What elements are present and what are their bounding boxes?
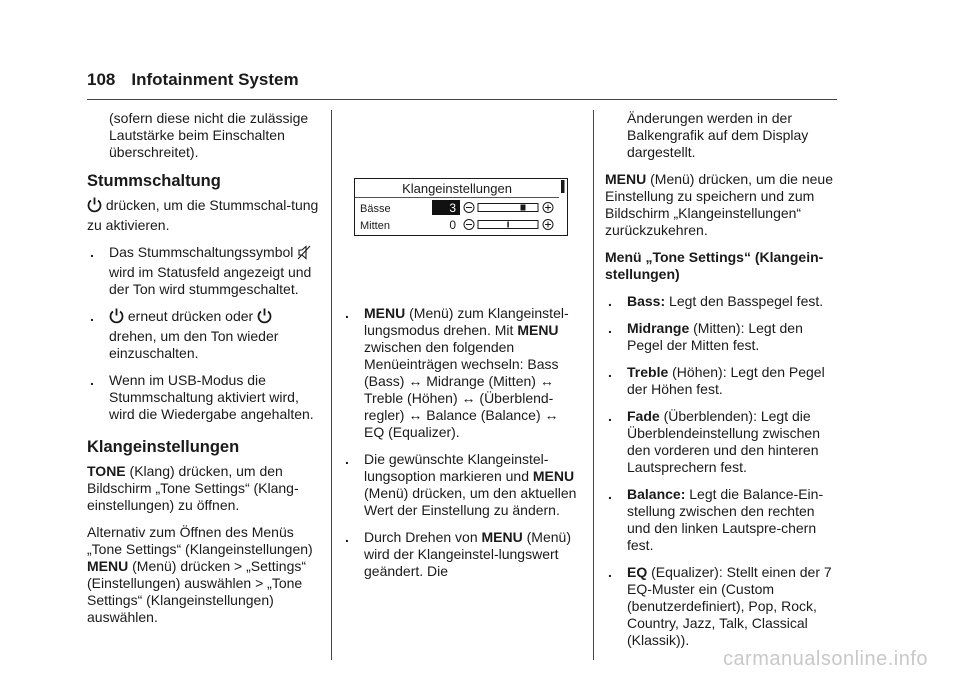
display-value-mid: 0: [449, 218, 456, 232]
tone-menu-list: [605, 293, 841, 649]
watermark: carmanualsonline.info: [722, 648, 928, 670]
save-paragraph: MENU (Menü) drücken, um die neue Einstellung zu speichern und zum Bildschirm „Klangeinstellungen“ zurückzukehren.: [605, 171, 833, 238]
column-1: [87, 110, 323, 636]
display-label-bass: Bässe: [360, 203, 391, 215]
chapter-title: Infotainment System: [131, 70, 299, 89]
display-title: Klangeinstellungen: [402, 181, 512, 196]
list-item: . Das Stummschaltungssymbol wird im Statusfeld angezeigt und der Ton wird stummgeschaltet.: [90, 244, 312, 297]
column-2: [342, 305, 582, 590]
display-value-bass: 3: [449, 201, 456, 215]
list-item: . MENU (Menü) zum Klangeinstel-lungsmodus drehen. Mit MENU zwischen den folgenden Menüeinträgen wechseln: Bass (Bass) ↔ Midrange (Mitten) ↔ Treble (Höhen) ↔ (Überblend-regler) ↔ Balance (Balance) ↔ EQ (Equalizer).: [345, 305, 569, 440]
tone-paragraph: TONE (Klang) drücken, um den Bildschirm „Tone Settings“ (Klang-einstellungen) zu öffnen.: [87, 463, 299, 513]
continued-text: (sofern diese nicht die zulässige Lautstärke beim Einschalten überschreitet).: [109, 110, 309, 160]
list-item: . Balance: Legt die Balance-Ein-stellung zwischen den rechten und den linken Lautspre-chern fest.: [608, 486, 824, 553]
mute-symbol-icon: [297, 245, 311, 264]
power-icon: [257, 308, 272, 328]
tone-menu-title: Menü „Tone Settings“ (Klangein-stellungen): [605, 249, 824, 282]
bass-level-indicator: [521, 205, 526, 211]
column-divider-left: [331, 110, 332, 660]
heading-tone: Klangeinstellungen: [87, 438, 240, 456]
mute-paragraph: drücken, um die Stummschal-tung zu aktivieren.: [87, 197, 319, 233]
list-item: . Midrange (Mitten): Legt den Pegel der Mitten fest.: [608, 320, 803, 353]
list-item: . EQ (Equalizer): Stellt einen der 7 EQ-Muster ein (Custom (benutzerdefiniert), Pop, Rock, Country, Jazz, Talk, Classical (Klassik)).: [608, 564, 832, 648]
heading-mute: Stummschaltung: [87, 172, 221, 190]
page-header: [87, 70, 299, 90]
list-item: . Durch Drehen von MENU (Menü) wird der Klangeinstel-lungswert geändert. Die: [345, 529, 571, 579]
list-item: . Die gewünschte Klangeinstel-lungsoption markieren und MENU (Menü) drücken, um den aktuellen Wert der Einstellung zu ändern.: [345, 451, 577, 518]
column-divider-right: [593, 110, 594, 660]
display-label-mid: Mitten: [360, 220, 390, 232]
list-item: . Bass: Legt den Basspegel fest.: [608, 293, 824, 309]
list-item: . Treble (Höhen): Legt den Pegel der Höhen fest.: [608, 364, 825, 397]
page-number: 108: [87, 70, 116, 89]
display-scrollbar: [561, 180, 565, 193]
tone-display-illustration: [354, 178, 568, 236]
power-icon: [87, 197, 102, 217]
power-icon: [109, 308, 124, 328]
alternative-paragraph: Alternativ zum Öffnen des Menüs „Tone Settings“ (Klangeinstellungen) MENU (Menü) drücken > „Settings“ (Einstellungen) auswählen > „Tone Settings“ (Klangeinstellungen) auswählen.: [87, 524, 313, 625]
column-3: [605, 110, 841, 659]
list-item: . erneut drücken oder drehen, um den Ton wieder einzuschalten.: [90, 308, 279, 361]
continued-text: Änderungen werden in der Balkengrafik auf dem Display dargestellt.: [627, 110, 809, 160]
list-item: . Fade (Überblenden): Legt die Überblendeinstellung zwischen den vorderen und den hinteren Lautsprechern fest.: [608, 408, 821, 475]
list-item: . Wenn im USB-Modus die Stummschaltung aktiviert wird, wird die Wiedergabe angehalten.: [90, 372, 314, 422]
header-rule: [87, 99, 837, 100]
mid-level-indicator: [507, 222, 509, 228]
